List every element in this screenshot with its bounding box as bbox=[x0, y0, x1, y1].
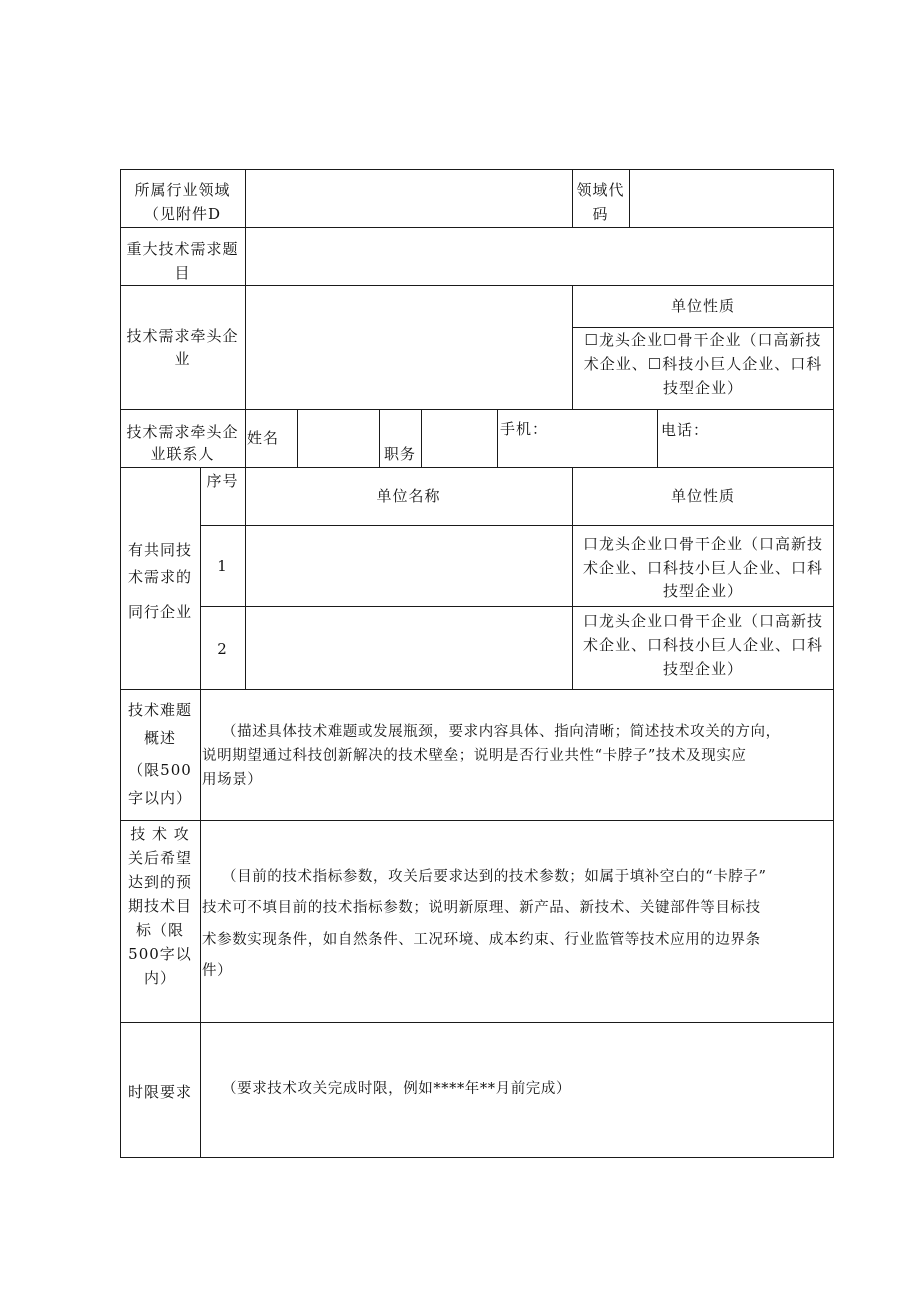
peer-row-nature-options[interactable]: 术企业、口科技小巨人企业、口科 bbox=[582, 636, 823, 654]
deadline-label: 时限要求 bbox=[127, 1083, 192, 1101]
domain-code-field[interactable] bbox=[632, 173, 830, 223]
peer-row-nature-options[interactable]: 口龙头企业口骨干企业（口高新技 bbox=[582, 535, 823, 553]
lead-company-nature-options[interactable]: 技型企业） bbox=[662, 379, 743, 397]
industry-field[interactable] bbox=[248, 173, 570, 223]
col-divider bbox=[421, 409, 422, 467]
targets-label-cont: 关后希望 bbox=[127, 849, 192, 867]
row-divider bbox=[120, 1022, 834, 1023]
contact-label-cont: 业联系人 bbox=[150, 445, 215, 463]
targets-label-limit: 内） bbox=[143, 969, 176, 987]
contact-title-label: 职务 bbox=[384, 445, 417, 463]
problem-label: 技术难题 bbox=[127, 701, 192, 719]
col-divider bbox=[245, 169, 246, 467]
targets-label-cont: 标（限 bbox=[135, 921, 184, 939]
peer-row-nature-options[interactable]: 技型企业） bbox=[662, 582, 743, 600]
industry-label: 所属行业领域 bbox=[134, 181, 231, 199]
peers-label-cont: 术需求的 bbox=[127, 568, 192, 586]
contact-label: 技术需求牵头企 bbox=[126, 423, 239, 441]
targets-hint[interactable]: 技术可不填目前的技术指标参数；说明新原理、新产品、新技术、关键部件等目标技 bbox=[202, 900, 761, 916]
table-border bbox=[120, 1157, 834, 1158]
peer-row-nature-options[interactable]: 口龙头企业口骨干企业（口高新技 bbox=[582, 612, 823, 630]
row-divider bbox=[120, 467, 834, 468]
demand-title-label: 重大技术需求题 bbox=[126, 240, 239, 258]
lead-company-label-cont: 业 bbox=[174, 350, 191, 368]
lead-company-field[interactable] bbox=[248, 289, 570, 405]
tech-demand-form bbox=[120, 169, 834, 1158]
peers-col-nature: 单位性质 bbox=[670, 487, 735, 505]
peers-label-cont: 同行企业 bbox=[127, 603, 192, 621]
domain-code-label: 领域代 bbox=[576, 181, 625, 199]
problem-hint[interactable]: 用场景） bbox=[202, 772, 263, 788]
lead-company-nature-options[interactable]: 术企业、☐科技小巨人企业、口科 bbox=[583, 355, 823, 373]
problem-label-cont: 概述 bbox=[143, 729, 176, 747]
demand-title-label-cont: 目 bbox=[174, 264, 191, 282]
row-divider bbox=[572, 327, 834, 328]
lead-company-nature-options[interactable]: ☐龙头企业☐骨干企业（口高新技 bbox=[584, 331, 822, 349]
targets-hint[interactable]: （目前的技术指标参数，攻关后要求达到的技术参数；如属于填补空白的“卡脖子” bbox=[222, 869, 767, 885]
targets-hint[interactable]: 件） bbox=[202, 963, 233, 979]
col-divider bbox=[379, 409, 380, 467]
problem-label-limit: （限500 bbox=[128, 761, 192, 779]
peer-row-name-field[interactable] bbox=[248, 610, 570, 686]
row-divider bbox=[120, 409, 834, 410]
row-divider bbox=[120, 689, 834, 690]
col-divider bbox=[497, 409, 498, 467]
peers-col-name: 单位名称 bbox=[376, 487, 441, 505]
peer-row-nature-options[interactable]: 术企业、口科技小巨人企业、口科 bbox=[582, 559, 823, 577]
problem-hint[interactable]: （描述具体技术难题或发展瓶颈，要求内容具体、指向清晰；简述技术攻关的方向， bbox=[222, 724, 781, 740]
contact-name-field[interactable] bbox=[300, 413, 376, 463]
col-divider bbox=[297, 409, 298, 467]
row-divider bbox=[200, 525, 834, 526]
table-border bbox=[120, 169, 121, 1158]
industry-label-note: （见附件D bbox=[143, 205, 222, 223]
targets-hint[interactable]: 术参数实现条件，如自然条件、工况环境、成本约束、行业监管等技术应用的边界条 bbox=[202, 932, 761, 948]
row-divider bbox=[120, 227, 834, 228]
col-divider bbox=[657, 409, 658, 467]
lead-company-nature-header: 单位性质 bbox=[670, 297, 735, 315]
domain-code-label-cont: 码 bbox=[592, 205, 609, 223]
contact-title-field[interactable] bbox=[424, 413, 494, 463]
targets-label-limit: 500字以 bbox=[128, 945, 192, 963]
row-divider bbox=[120, 820, 834, 821]
table-border bbox=[120, 169, 834, 170]
targets-label-cont: 达到的预 bbox=[127, 873, 192, 891]
problem-hint[interactable]: 说明期望通过科技创新解决的技术壁垒；说明是否行业共性“卡脖子”技术及现实应 bbox=[202, 748, 747, 764]
contact-name-label: 姓名 bbox=[247, 429, 280, 447]
problem-label-limit: 字以内） bbox=[127, 789, 192, 807]
deadline-hint[interactable]: （要求技术攻关完成时限，例如****年**月前完成） bbox=[222, 1081, 572, 1097]
contact-mobile-label[interactable]: 手机： bbox=[500, 420, 549, 438]
row-divider bbox=[200, 606, 834, 607]
peer-row-index: 2 bbox=[217, 640, 228, 658]
targets-label: 技 术 攻 bbox=[130, 825, 190, 843]
peer-row-index: 1 bbox=[217, 557, 228, 575]
peer-row-nature-options[interactable]: 技型企业） bbox=[662, 660, 743, 678]
peers-col-index: 序号 bbox=[206, 472, 239, 490]
row-divider bbox=[120, 285, 834, 286]
demand-title-field[interactable] bbox=[248, 231, 830, 281]
peer-row-name-field[interactable] bbox=[248, 529, 570, 603]
peers-label: 有共同技 bbox=[127, 541, 192, 559]
contact-phone-label[interactable]: 电话： bbox=[661, 421, 710, 439]
targets-label-cont: 期技术目 bbox=[127, 897, 192, 915]
lead-company-label: 技术需求牵头企 bbox=[126, 327, 239, 345]
col-divider bbox=[629, 169, 630, 227]
